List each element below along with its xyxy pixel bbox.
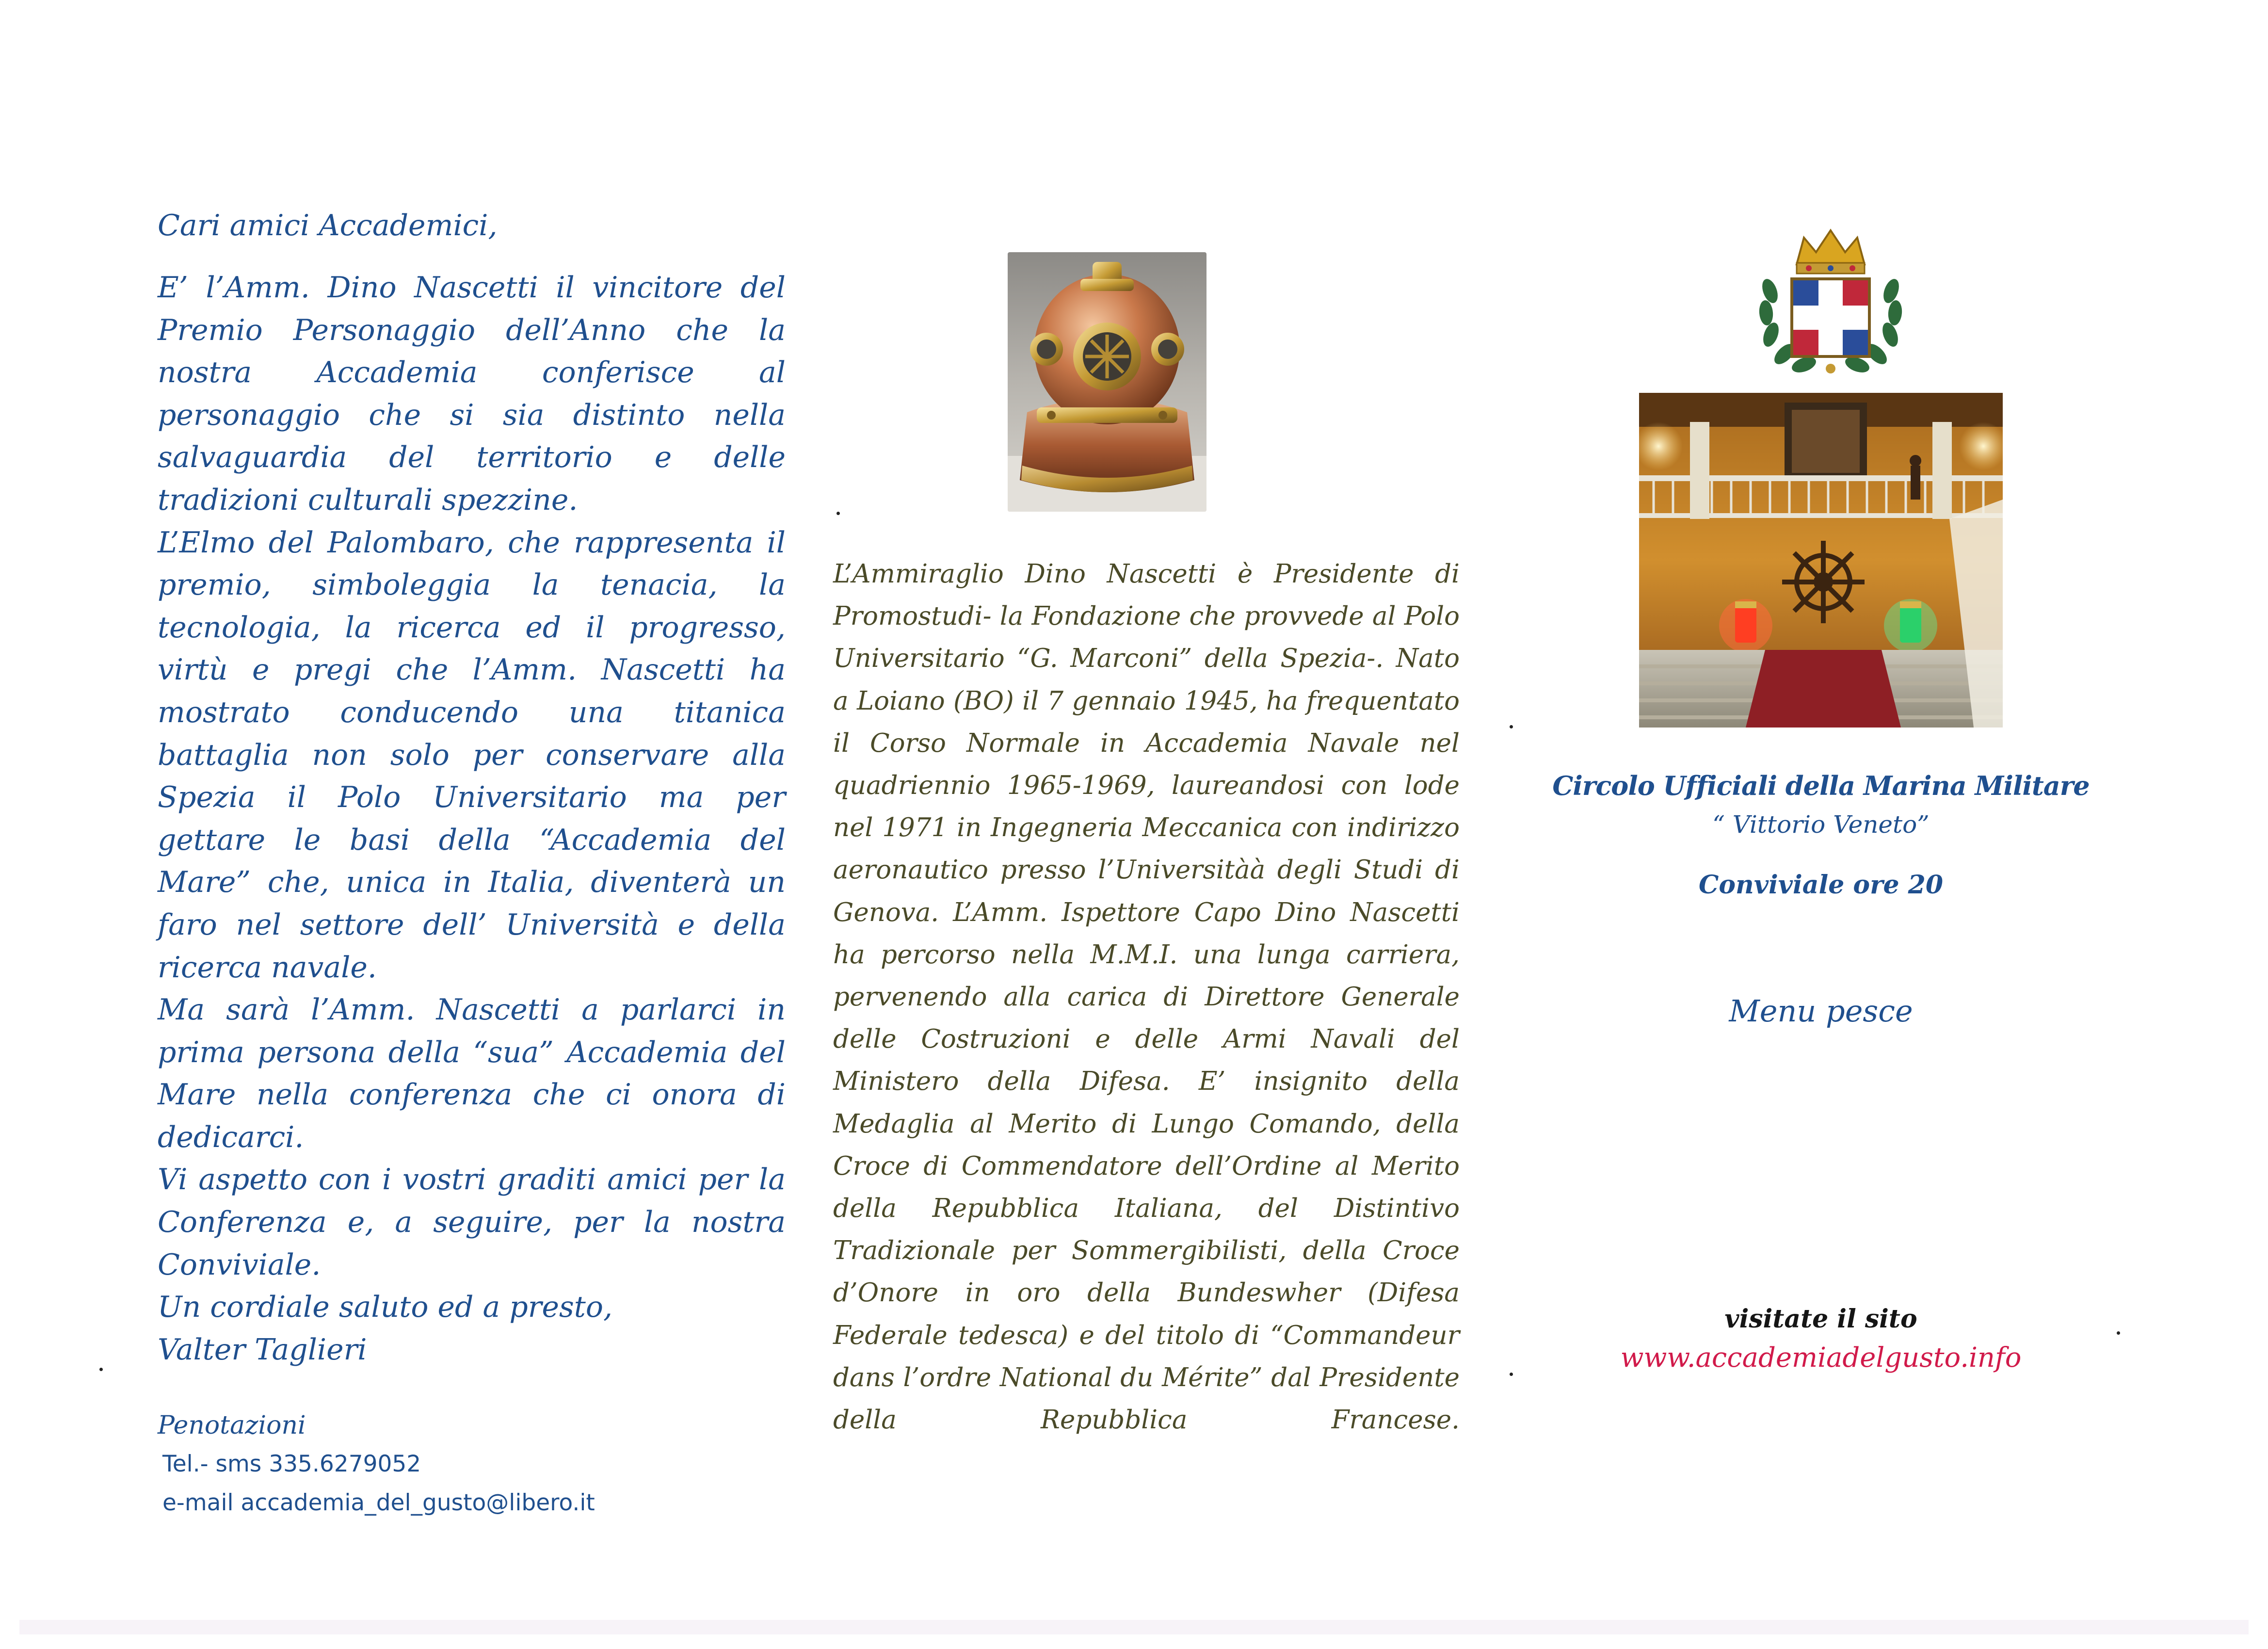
- letter-paragraph: L’Elmo del Palombaro, che rappresenta il premio, simboleggia la tenacia, la tecnologia, la ricerca ed il progresso, virtù e pregi che l’Amm. Nascetti ha mostrato conducendo una titanica battaglia non solo per conservare alla Spezia il Polo Universitario ma per gettare le basi della “Accademia del Mare” che, unica in Italia, diventerà un faro nel settore dell’ Università e della ricerca navale.: [158, 525, 786, 985]
- website-link[interactable]: www.accademiadelgusto.info: [1620, 1342, 2022, 1374]
- website-block: [1552, 1300, 2090, 1377]
- scan-speck: [1510, 1373, 1513, 1376]
- scan-speck: [99, 1368, 103, 1371]
- menu-label: Menu pesce: [1729, 993, 1913, 1029]
- letter-column: [158, 204, 786, 1522]
- booking-title: Penotazioni: [158, 1411, 306, 1440]
- navy-coat-of-arms: [1751, 218, 1911, 378]
- letter-paragraph: Vi aspetto con i vostri graditi amici per la Conferenza e, a seguire, per la nostra Conviviale.: [158, 1163, 786, 1282]
- bio-text: L’Ammiraglio Dino Nascetti è Presidente di Promostudi- la Fondazione che provvede al Polo Universitario “G. Marconi” della Spezia-. Nato a Loiano (BO) il 7 gennaio 1945, ha frequentato il Corso Normale in Accademia Navale nel quadriennio 1965-1969, laureandosi con lode nel 1971 in Ingegneria Meccanica con indirizzo aeronautico presso l’Universitàà degli Studi di Genova. L’Amm. Ispettore Capo Dino Nascetti ha percorso nella M.M.I. una lunga carriera, pervenendo alla carica di Direttore Generale delle Costruzioni e delle Armi Navali del Ministero della Difesa. E’ insignito della Medaglia al Merito di Lungo Comando, della Croce di Commendatore dell’Ordine al Merito della Repubblica Italiana, del Distintivo Tradizionale per Sommergibilisti, della Croce d’Onore in oro della Bundeswher (Difesa Federale tedesca) e del titolo di “Commandeur dans l’ordre National du Mérite” dal Presidente della Repubblica Francese.: [833, 559, 1460, 1435]
- club-subtitle: “ Vittorio Veneto”: [1712, 810, 1930, 839]
- letter-paragraph: Ma sarà l’Amm. Nascetti a parlarci in prima persona della “sua” Accademia del Mare nella conferenza che ci onora di dedicarci.: [158, 993, 786, 1154]
- bio-column: [833, 553, 1460, 1441]
- letter-signature: Valter Taglieri: [158, 1332, 367, 1367]
- letter-paragraph: E’ l’Amm. Dino Nascetti il vincitore del Premio Personaggio dell’Anno che la nostra Accademia conferisce al personaggio che si sia distinto nella salvaguardia del territorio e delle tradizioni culturali spezzine.: [158, 271, 786, 517]
- event-info: [1552, 766, 2090, 1033]
- dinner-time: Conviviale ore 20: [1698, 870, 1944, 900]
- diving-helmet-photo: [1008, 252, 1206, 512]
- greeting: Cari amici Accademici,: [158, 209, 498, 242]
- club-name: Circolo Ufficiali della Marina Militare: [1552, 770, 2090, 801]
- scan-edge: [19, 1620, 2249, 1634]
- scan-speck: [836, 512, 840, 515]
- booking-info: [158, 1406, 786, 1522]
- officers-club-hall-photo: [1639, 393, 2003, 728]
- letter-body: [158, 267, 786, 1371]
- scan-speck: [2117, 1331, 2120, 1335]
- booking-phone: Tel.- sms 335.6279052: [162, 1451, 421, 1478]
- visit-label: visitate il sito: [1724, 1304, 1917, 1334]
- letter-closing: Un cordiale saluto ed a presto,: [158, 1290, 613, 1325]
- booking-email: e-mail accademia_del_gusto@libero.it: [162, 1489, 595, 1517]
- scan-speck: [1510, 725, 1513, 728]
